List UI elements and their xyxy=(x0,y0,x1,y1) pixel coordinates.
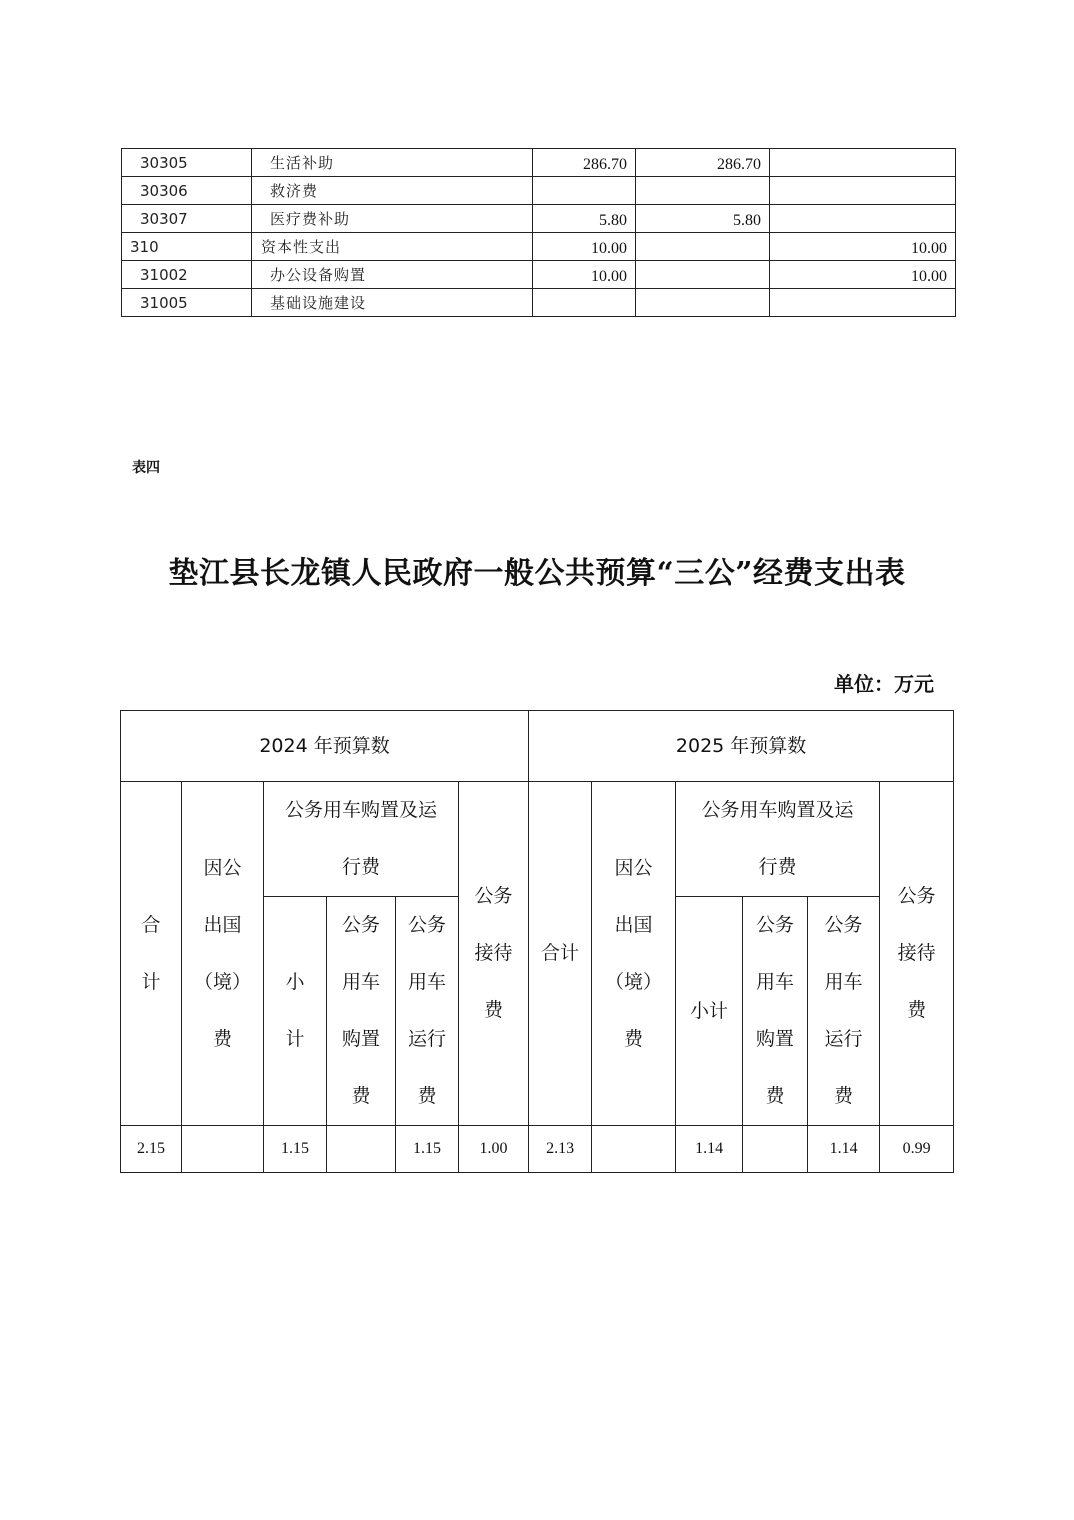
header-line: 公务用车购置及运 xyxy=(701,799,854,821)
expense-project xyxy=(770,205,956,233)
header-line: 合 xyxy=(141,913,161,936)
expense-name: 办公设备购置 xyxy=(252,261,533,289)
header-line: 计 xyxy=(141,970,161,993)
header-line: 费 xyxy=(765,1085,785,1107)
expense-basic xyxy=(636,261,770,289)
header-line: （境） xyxy=(605,970,663,993)
header-line: 接待 xyxy=(474,942,513,964)
header-2025-subtotal xyxy=(676,897,743,1126)
value-cell: 0.99 xyxy=(880,1126,954,1173)
header-line: 用车 xyxy=(341,971,380,993)
header-line: 公务 xyxy=(897,885,936,907)
header-2025-reception xyxy=(880,782,954,1126)
page-title: 垫江县长龙镇人民政府一般公共预算“三公”经费支出表 xyxy=(168,556,906,591)
value-cell: 1.00 xyxy=(459,1126,529,1173)
expense-row xyxy=(122,261,956,289)
value-cell: 1.14 xyxy=(808,1126,880,1173)
expense-name: 救济费 xyxy=(252,177,533,205)
expense-total: 5.80 xyxy=(533,205,636,233)
header-2024-car-running xyxy=(396,897,459,1126)
header-2024-abroad xyxy=(182,782,264,1126)
expense-project: 10.00 xyxy=(770,261,956,289)
header-2024-total xyxy=(121,782,182,1126)
value-cell xyxy=(592,1126,676,1173)
header-line: 小计 xyxy=(690,999,729,1022)
header-line: 运行 xyxy=(824,1028,863,1050)
table-label: 表四 xyxy=(132,460,160,476)
expense-total xyxy=(533,289,636,317)
expense-total: 10.00 xyxy=(533,261,636,289)
expense-code: 30306 xyxy=(122,177,252,205)
value-cell: 2.13 xyxy=(529,1126,592,1173)
expense-detail-table xyxy=(121,148,956,317)
expense-basic xyxy=(636,233,770,261)
header-line: 接待 xyxy=(897,942,936,964)
header-2024-car-group xyxy=(264,782,459,897)
header-line: 费 xyxy=(212,1027,232,1050)
expense-code: 31005 xyxy=(122,289,252,317)
header-line: 购置 xyxy=(341,1028,380,1050)
unit-label: 单位：万元 xyxy=(834,672,934,696)
header-line: 费 xyxy=(417,1085,437,1107)
header-line: 费 xyxy=(907,999,927,1021)
year-header-row xyxy=(121,711,954,782)
expense-code: 31002 xyxy=(122,261,252,289)
header-line: 小 xyxy=(285,971,305,993)
header-2025-car-purchase xyxy=(743,897,808,1126)
header-2024-car-purchase xyxy=(327,897,396,1126)
header-line: 公务用车购置及运 xyxy=(284,799,437,821)
expense-project xyxy=(770,289,956,317)
header-line: 公务 xyxy=(341,914,380,936)
expense-code: 30305 xyxy=(122,149,252,177)
value-cell xyxy=(743,1126,808,1173)
header-line: 公务 xyxy=(756,914,795,936)
expense-row xyxy=(122,149,956,177)
expense-project: 10.00 xyxy=(770,233,956,261)
expense-basic xyxy=(636,177,770,205)
expense-name: 生活补助 xyxy=(252,149,533,177)
expense-total: 286.70 xyxy=(533,149,636,177)
expense-basic: 286.70 xyxy=(636,149,770,177)
header-line: 因公 xyxy=(203,856,242,879)
expense-name: 基础设施建设 xyxy=(252,289,533,317)
expense-row xyxy=(122,177,956,205)
value-cell: 1.15 xyxy=(396,1126,459,1173)
header-line: 因公 xyxy=(614,856,653,879)
header-line: 费 xyxy=(834,1085,854,1107)
header-line: 公务 xyxy=(824,914,863,936)
expense-total: 10.00 xyxy=(533,233,636,261)
value-row xyxy=(121,1126,954,1173)
year-2025-header: 2025 年预算数 xyxy=(529,711,954,782)
header-line: 出国 xyxy=(203,913,242,936)
column-header-row-1 xyxy=(121,782,954,897)
header-line: 合计 xyxy=(541,942,580,964)
header-2025-car-group xyxy=(676,782,880,897)
value-cell xyxy=(182,1126,264,1173)
value-cell: 2.15 xyxy=(121,1126,182,1173)
header-line: 运行 xyxy=(407,1028,446,1050)
expense-basic xyxy=(636,289,770,317)
header-line: 费 xyxy=(624,1027,644,1050)
header-2024-reception xyxy=(459,782,529,1126)
value-cell: 1.14 xyxy=(676,1126,743,1173)
expense-name: 资本性支出 xyxy=(252,233,533,261)
header-line: 费 xyxy=(484,999,504,1021)
expense-row xyxy=(122,233,956,261)
header-2025-total xyxy=(529,782,592,1126)
expense-total xyxy=(533,177,636,205)
header-line: 用车 xyxy=(407,971,446,993)
header-2025-abroad xyxy=(592,782,676,1126)
expense-basic: 5.80 xyxy=(636,205,770,233)
value-cell xyxy=(327,1126,396,1173)
expense-name: 医疗费补助 xyxy=(252,205,533,233)
value-cell: 1.15 xyxy=(264,1126,327,1173)
expense-code: 30307 xyxy=(122,205,252,233)
header-line: 用车 xyxy=(824,971,863,993)
header-line: 购置 xyxy=(756,1028,795,1050)
header-line: 计 xyxy=(285,1028,305,1050)
header-line: 出国 xyxy=(614,913,653,936)
year-2024-header: 2024 年预算数 xyxy=(121,711,529,782)
expense-project xyxy=(770,149,956,177)
header-line: 费 xyxy=(351,1085,371,1107)
three-public-expense-table xyxy=(120,710,954,1173)
expense-row xyxy=(122,289,956,317)
header-2024-subtotal xyxy=(264,897,327,1126)
expense-code: 310 xyxy=(122,233,252,261)
header-2025-car-running xyxy=(808,897,880,1126)
header-line: 行费 xyxy=(758,856,797,878)
header-line: （境） xyxy=(193,970,251,993)
header-line: 公务 xyxy=(474,885,513,907)
expense-project xyxy=(770,177,956,205)
expense-row xyxy=(122,205,956,233)
header-line: 行费 xyxy=(341,856,380,878)
expense-detail-body xyxy=(122,149,956,317)
header-line: 公务 xyxy=(407,914,446,936)
header-line: 用车 xyxy=(756,971,795,993)
